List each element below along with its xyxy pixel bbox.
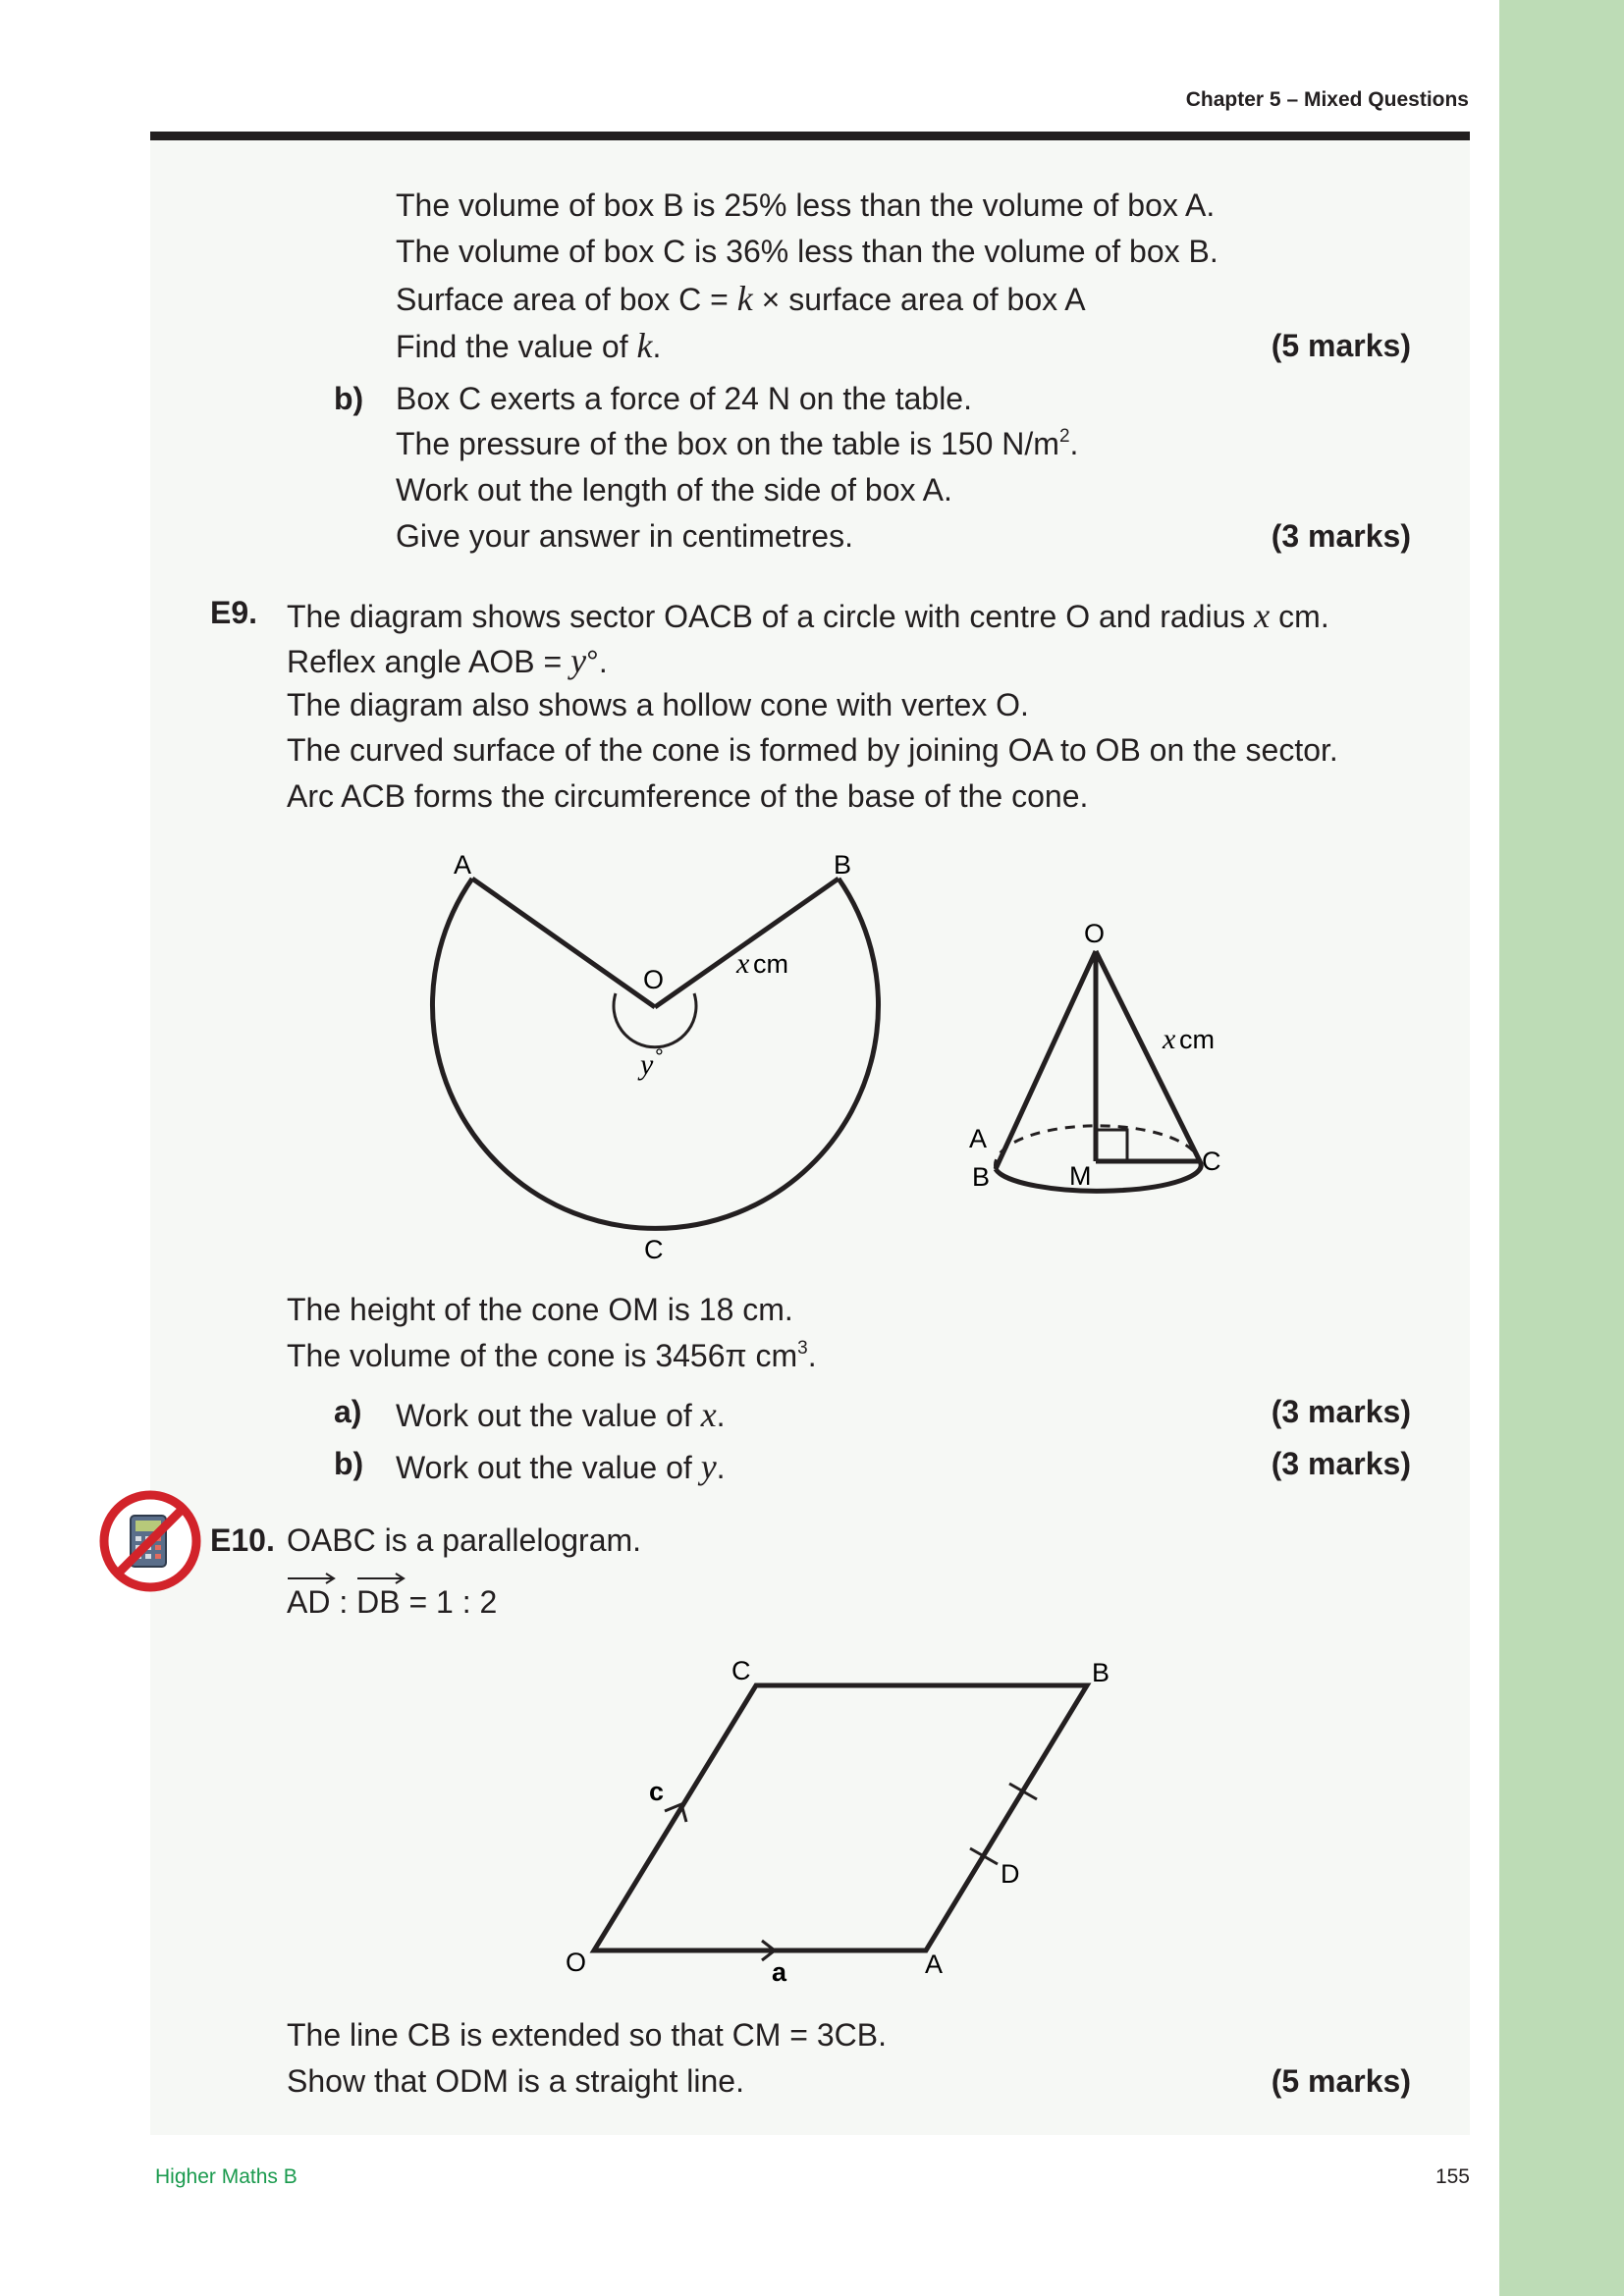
vector-label-a: a bbox=[772, 1957, 787, 1987]
point-label-d: D bbox=[1001, 1859, 1020, 1889]
e9-line-4: The curved surface of the cone is formed by joining OA to OB on the sector. bbox=[287, 732, 1338, 768]
e9-part-b-label: b) bbox=[334, 1446, 364, 1481]
vector-ad: AD bbox=[287, 1584, 330, 1621]
question-e10-number: E10. bbox=[210, 1522, 275, 1558]
e10-ratio: AD : DB = 1 : 2 bbox=[287, 1584, 497, 1621]
parallelogram-label-a: A bbox=[925, 1949, 944, 1979]
e9-volume-line: The volume of the cone is 3456π $cm^3$. bbox=[287, 1338, 817, 1373]
part-b-marks: (3 marks) bbox=[1271, 518, 1411, 554]
cone-label-b: B bbox=[972, 1162, 991, 1192]
parallelogram-label-b: B bbox=[1092, 1658, 1110, 1687]
cone-slant-var: x bbox=[1163, 1023, 1176, 1055]
e9-part-b-text: Work out the value of y. bbox=[396, 1447, 726, 1486]
e9-height-line: The height of the cone OM is 18 cm. bbox=[287, 1292, 793, 1327]
footer-page-number: 155 bbox=[1435, 2165, 1470, 2188]
cone-label-a: A bbox=[969, 1124, 988, 1153]
part-a-line-1: The volume of box B is 25% less than the volume of box A. bbox=[396, 187, 1216, 223]
sector-angle-var: y bbox=[640, 1048, 654, 1081]
chapter-header: Chapter 5 – Mixed Questions bbox=[1185, 88, 1469, 111]
e9-part-a-label: a) bbox=[334, 1394, 362, 1429]
e9-part-b-marks: (3 marks) bbox=[1271, 1446, 1411, 1481]
e9-part-a-text: Work out the value of x. bbox=[396, 1395, 726, 1434]
e10-marks: (5 marks) bbox=[1271, 2063, 1411, 2099]
vector-label-c: c bbox=[649, 1777, 665, 1806]
e9-line-1: The diagram shows sector OACB of a circle with centre O and radius x cm. bbox=[287, 596, 1329, 635]
part-b-line-2: The pressure of the box on the table is 150 $N/m^2$. bbox=[396, 426, 1079, 461]
footer-book-title: Higher Maths B bbox=[155, 2165, 298, 2188]
question-e9-number: E9. bbox=[210, 595, 258, 630]
sector-radius-unit: cm bbox=[753, 949, 788, 979]
cone-label-o: O bbox=[1084, 919, 1106, 948]
part-a-line-4: Find the value of k. bbox=[396, 326, 662, 365]
part-a-marks: (5 marks) bbox=[1271, 328, 1411, 363]
part-a-line-3: Surface area of box C = k × surface area of box A bbox=[396, 279, 1086, 318]
e10-line-1: OABC is a parallelogram. bbox=[287, 1522, 642, 1558]
e9-line-3: The diagram also shows a hollow cone with vertex O. bbox=[287, 687, 1029, 722]
part-a-line-2: The volume of box C is 36% less than the volume of box B. bbox=[396, 234, 1218, 269]
parallelogram-label-c: C bbox=[731, 1656, 751, 1685]
part-b-line-4: Give your answer in centimetres. bbox=[396, 518, 853, 554]
sector-label-a: A bbox=[454, 850, 472, 880]
parallelogram-oabc bbox=[594, 1685, 1087, 1950]
e9-part-a-marks: (3 marks) bbox=[1271, 1394, 1411, 1429]
sector-radius-var: x bbox=[736, 947, 750, 980]
cone-slant-unit: cm bbox=[1179, 1025, 1215, 1054]
sector-label-o: O bbox=[643, 965, 665, 994]
sector-label-c: C bbox=[644, 1235, 664, 1264]
cone-label-c: C bbox=[1202, 1147, 1221, 1176]
e10-line-3: Show that ODM is a straight line. bbox=[287, 2063, 744, 2099]
part-b-line-1: Box C exerts a force of 24 N on the table. bbox=[396, 381, 972, 416]
sector-angle-deg: ° bbox=[655, 1044, 664, 1069]
cone-label-m: M bbox=[1069, 1161, 1092, 1191]
e10-line-2: The line CB is extended so that CM = 3CB. bbox=[287, 2017, 887, 2053]
vector-db: DB bbox=[356, 1584, 400, 1621]
sector-label-b: B bbox=[834, 850, 852, 880]
part-b-label: b) bbox=[334, 381, 364, 416]
e9-line-5: Arc ACB forms the circumference of the base of the cone. bbox=[287, 778, 1089, 814]
parallelogram-label-o: O bbox=[566, 1948, 587, 1977]
e9-line-2: Reflex angle AOB = y°. bbox=[287, 641, 608, 680]
part-b-line-3: Work out the length of the side of box A. bbox=[396, 472, 952, 507]
